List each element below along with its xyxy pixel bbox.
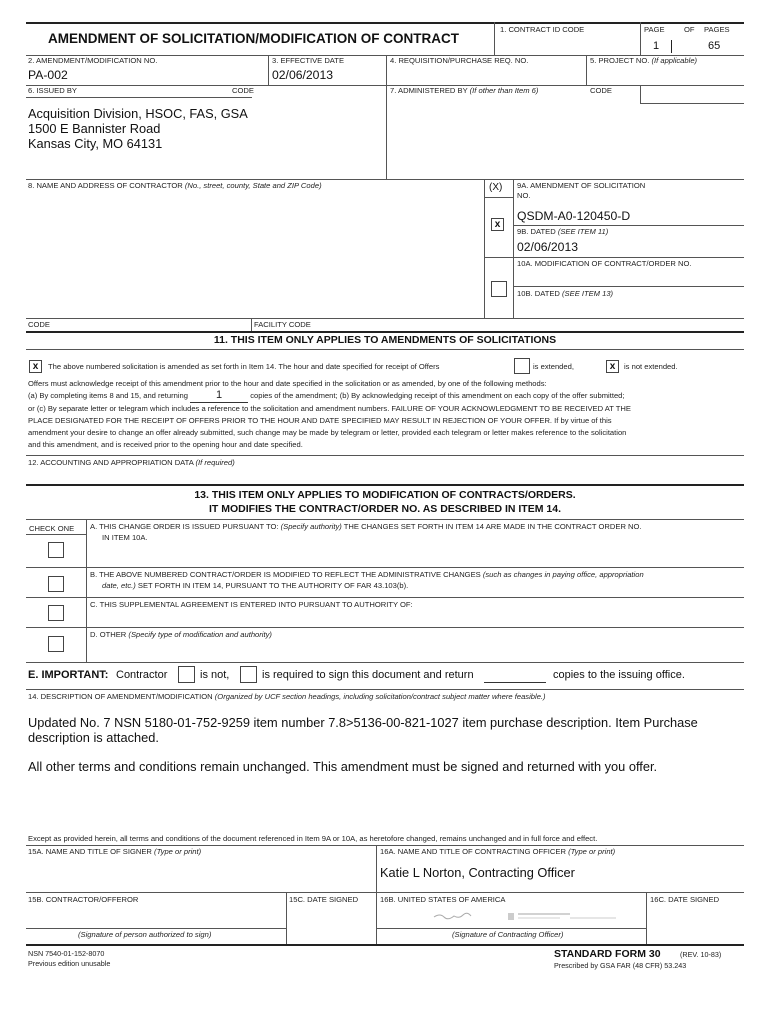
administered-by-text: 7. ADMINISTERED BY bbox=[390, 86, 468, 95]
row-rule bbox=[26, 534, 86, 535]
top-rule bbox=[26, 22, 744, 24]
form-name: STANDARD FORM 30 bbox=[554, 948, 661, 960]
page-value: 1 bbox=[653, 40, 660, 52]
project-no-text: 5. PROJECT NO. bbox=[590, 56, 650, 65]
officer-date-label: 16C. DATE SIGNED bbox=[650, 895, 720, 904]
row-rule bbox=[26, 179, 744, 180]
important-contractor: Contractor bbox=[116, 669, 168, 681]
officer-name-label bbox=[380, 848, 615, 856]
copies-returned-value: 1 bbox=[190, 390, 248, 403]
administered-by-note: (If other than Item 6) bbox=[469, 86, 539, 95]
is-required-label: is required to sign this document and return bbox=[262, 669, 474, 681]
officer-signature-image bbox=[420, 908, 630, 924]
section-11-para-2 bbox=[28, 390, 625, 403]
description-line-1: Updated No. 7 NSN 5180-01-752-9259 item number 7.8>5136-00-821-1027 item purchase description. Item Purchase bbox=[28, 715, 698, 730]
form-revision: (REV. 10-83) bbox=[680, 950, 722, 959]
option-c-line: C. THIS SUPPLEMENTAL AGREEMENT IS ENTERED INTO PURSUANT TO AUTHORITY OF: bbox=[90, 600, 413, 609]
item-9a-checkbox[interactable]: x bbox=[491, 218, 504, 231]
issued-by-label: 6. ISSUED BY bbox=[28, 86, 77, 95]
row-rule bbox=[26, 349, 744, 350]
unchanged-terms-note: Except as provided herein, all terms and conditions of the document referenced in Item 9A or 10A, as heretofore changed, remains unchanged and in full force and effect. bbox=[28, 834, 598, 843]
section-11-para-3: or (c) By separate letter or telegram which includes a reference to the solicitation and amendment numbers. FAILURE OF YOUR ACKNOWLEDGMENT TO BE RECEIVED AT THE bbox=[28, 404, 631, 413]
check-one-label: CHECK ONE bbox=[29, 524, 75, 533]
contractor-label bbox=[28, 182, 322, 190]
contractor-text: 8. NAME AND ADDRESS OF CONTRACTOR bbox=[28, 181, 183, 190]
contractor-offeror-label: 15B. CONTRACTOR/OFFEROR bbox=[28, 895, 139, 904]
item-10b-note: (SEE ITEM 13) bbox=[562, 289, 614, 298]
option-b-text: B. THE ABOVE NUMBERED CONTRACT/ORDER IS MODIFIED TO REFLECT THE ADMINISTRATIVE CHANGES bbox=[90, 570, 481, 579]
section-11-para-6: and this amendment, and is received prior to the opening hour and date specified. bbox=[28, 440, 303, 449]
para-2-end: copies of the amendment; (b) By acknowledging receipt of this amendment on each copy of the offer submitted; bbox=[250, 391, 625, 400]
item-10a-checkbox[interactable] bbox=[491, 281, 507, 297]
signer-name-text: 15A. NAME AND TITLE OF SIGNER bbox=[28, 847, 152, 856]
issuer-line-2: 1500 E Bannister Road bbox=[28, 121, 161, 136]
option-a-text-2: THE CHANGES SET FORTH IN ITEM 14 ARE MADE IN THE CONTRACT ORDER NO. bbox=[343, 522, 642, 531]
item-9a-label-no: NO. bbox=[517, 191, 531, 200]
divider bbox=[251, 318, 252, 331]
row-rule bbox=[484, 197, 514, 198]
is-extended-checkbox[interactable] bbox=[514, 358, 530, 374]
description-line-2: description is attached. bbox=[28, 730, 159, 745]
divider bbox=[484, 179, 485, 318]
signature-line bbox=[26, 928, 286, 929]
officer-signature-note: (Signature of Contracting Officer) bbox=[452, 930, 564, 939]
contract-id-label: 1. CONTRACT ID CODE bbox=[500, 25, 585, 34]
divider bbox=[640, 22, 641, 55]
row-rule bbox=[26, 892, 744, 893]
accounting-label bbox=[28, 459, 235, 467]
facility-code-label: FACILITY CODE bbox=[254, 320, 311, 329]
option-b-text-2: SET FORTH IN ITEM 14, PURSUANT TO THE AUTHORITY OF FAR 43.103(b). bbox=[137, 581, 409, 590]
row-rule bbox=[26, 689, 744, 690]
item-9b-note: (SEE ITEM 11) bbox=[557, 227, 609, 236]
divider bbox=[268, 55, 269, 85]
sol-amended-text: The above numbered solicitation is amended as set forth in Item 14. The hour and date specified for receipt of Offers bbox=[48, 362, 440, 371]
para-2-start: (a) By completing items 8 and 15, and returning bbox=[28, 391, 188, 400]
page-of-divider bbox=[671, 40, 672, 53]
item-9a-label: 9A. AMENDMENT OF SOLICITATION bbox=[517, 181, 646, 190]
description-text: 14. DESCRIPTION OF AMENDMENT/MODIFICATION bbox=[28, 692, 213, 701]
item-9b-label bbox=[517, 228, 608, 236]
section-13-heading-2: IT MODIFIES THE CONTRACT/ORDER NO. AS DESCRIBED IN ITEM 14. bbox=[209, 503, 561, 515]
section-13-heading-1: 13. THIS ITEM ONLY APPLIES TO MODIFICATION OF CONTRACTS/ORDERS. bbox=[194, 489, 576, 501]
option-b-example-2: date, etc.) bbox=[102, 581, 136, 590]
issuer-line-1: Acquisition Division, HSOC, FAS, GSA bbox=[28, 106, 248, 121]
important-label: E. IMPORTANT: bbox=[28, 669, 109, 681]
contractor-date-label: 15C. DATE SIGNED bbox=[289, 895, 359, 904]
row-rule bbox=[26, 455, 744, 456]
option-a-checkbox[interactable] bbox=[48, 542, 64, 558]
divider bbox=[586, 55, 587, 85]
item-9b-value: 02/06/2013 bbox=[517, 240, 578, 254]
divider bbox=[494, 22, 495, 55]
accounting-note: (If required) bbox=[195, 458, 235, 467]
section-11-para-5: amendment your desire to change an offer already submitted, such change may be made by telegram or letter, provided each telegram or letter makes reference to the solicitation bbox=[28, 428, 627, 437]
divider bbox=[640, 85, 641, 103]
option-a-text: A. THIS CHANGE ORDER IS ISSUED PURSUANT TO: bbox=[90, 522, 279, 531]
pages-value: 65 bbox=[708, 40, 721, 52]
row-rule bbox=[513, 286, 744, 287]
row-rule bbox=[26, 519, 744, 520]
is-not-label: is not, bbox=[200, 669, 230, 681]
requisition-label: 4. REQUISITION/PURCHASE REQ. NO. bbox=[390, 56, 529, 65]
option-b-line-2 bbox=[102, 582, 408, 590]
row-rule bbox=[640, 103, 744, 104]
option-d-note: (Specify type of modification and authority) bbox=[128, 630, 272, 639]
section-11-heading: 11. THIS ITEM ONLY APPLIES TO AMENDMENTS OF SOLICITATIONS bbox=[213, 334, 557, 346]
sol-amended-checkbox[interactable]: x bbox=[29, 360, 42, 373]
option-a-line-2: IN ITEM 10A. bbox=[102, 533, 148, 542]
row-rule bbox=[26, 627, 744, 628]
effective-date-value: 02/06/2013 bbox=[272, 68, 333, 82]
option-b-example: (such as changes in paying office, appropriation bbox=[482, 570, 644, 579]
form-title: AMENDMENT OF SOLICITATION/MODIFICATION OF CONTRACT bbox=[48, 31, 459, 46]
contractor-code-label: CODE bbox=[28, 320, 50, 329]
officer-name-value: Katie L Norton, Contracting Officer bbox=[380, 865, 575, 880]
option-d-checkbox[interactable] bbox=[48, 636, 64, 652]
divider bbox=[646, 892, 647, 944]
signer-name-note: (Type or print) bbox=[154, 847, 202, 856]
usa-label: 16B. UNITED STATES OF AMERICA bbox=[380, 895, 506, 904]
divider bbox=[286, 892, 287, 944]
is-extended-label: is extended, bbox=[533, 362, 574, 371]
divider bbox=[386, 55, 387, 179]
signer-name-label bbox=[28, 848, 201, 856]
effective-date-label: 3. EFFECTIVE DATE bbox=[272, 56, 345, 65]
is-not-required-checkbox[interactable] bbox=[178, 666, 195, 683]
row-rule bbox=[26, 597, 744, 598]
accounting-text: 12. ACCOUNTING AND APPROPRIATION DATA bbox=[28, 458, 194, 467]
prescribed-by: Prescribed by GSA FAR (48 CFR) 53.243 bbox=[554, 961, 687, 970]
row-rule bbox=[26, 97, 252, 98]
check-column-divider bbox=[86, 519, 87, 662]
contractor-note: (No., street, county, State and ZIP Code) bbox=[184, 181, 322, 190]
pages-label: PAGES bbox=[704, 25, 730, 34]
section-11-para-1: Offers must acknowledge receipt of this amendment prior to the hour and date specified in the solicitation or as amended, by one of the following methods: bbox=[28, 379, 547, 388]
row-rule bbox=[513, 225, 744, 226]
item-10b-label bbox=[517, 290, 613, 298]
item-9a-value: QSDM-A0-120450-D bbox=[517, 209, 631, 223]
signature-line bbox=[376, 928, 646, 929]
issuer-line-3: Kansas City, MO 64131 bbox=[28, 136, 163, 151]
row-rule bbox=[26, 845, 744, 846]
divider bbox=[513, 179, 514, 318]
issued-code-label: CODE bbox=[232, 86, 254, 95]
option-d-line bbox=[90, 631, 272, 639]
item-10b-text: 10B. DATED bbox=[517, 289, 560, 298]
copies-label: copies to the issuing office. bbox=[553, 669, 685, 681]
option-a-authority: (Specify authority) bbox=[280, 522, 342, 531]
not-extended-checkbox[interactable]: x bbox=[606, 360, 619, 373]
section-11-para-4: PLACE DESIGNATED FOR THE RECEIPT OF OFFERS PRIOR TO THE HOUR AND DATE SPECIFIED MAY RESULT IN REJECTION OF YOUR OFFER. If by virtue of this bbox=[28, 416, 612, 425]
officer-name-note: (Type or print) bbox=[568, 847, 616, 856]
is-required-checkbox[interactable] bbox=[240, 666, 257, 683]
divider bbox=[376, 845, 377, 944]
project-no-note: (If applicable) bbox=[651, 56, 698, 65]
item-10a-label: 10A. MODIFICATION OF CONTRACT/ORDER NO. bbox=[517, 259, 692, 268]
nsn-number: NSN 7540-01-152-8070 bbox=[28, 949, 105, 958]
amendment-no-label: 2. AMENDMENT/MODIFICATION NO. bbox=[28, 56, 158, 65]
copies-blank[interactable] bbox=[484, 682, 546, 683]
seal-mark bbox=[508, 913, 514, 920]
row-rule bbox=[484, 257, 744, 258]
row-rule bbox=[26, 567, 744, 568]
amendment-no-value: PA-002 bbox=[28, 68, 68, 82]
description-label bbox=[28, 693, 546, 701]
option-d-text: D. OTHER bbox=[90, 630, 127, 639]
option-c-checkbox[interactable] bbox=[48, 605, 64, 621]
of-label: OF bbox=[684, 25, 695, 34]
officer-name-text: 16A. NAME AND TITLE OF CONTRACTING OFFICER bbox=[380, 847, 566, 856]
administered-code-label: CODE bbox=[590, 86, 612, 95]
project-no-label bbox=[590, 57, 697, 65]
item-9b-text: 9B. DATED bbox=[517, 227, 556, 236]
row-rule bbox=[26, 662, 744, 663]
description-note: (Organized by UCF section headings, including solicitation/contract subject matter where feasible.) bbox=[214, 692, 546, 701]
description-line-3: All other terms and conditions remain unchanged. This amendment must be signed and returned with you offer. bbox=[28, 759, 658, 774]
row-rule bbox=[26, 318, 744, 319]
signer-signature-note: (Signature of person authorized to sign) bbox=[78, 930, 212, 939]
administered-by-label bbox=[390, 87, 538, 95]
option-b-line-1 bbox=[90, 571, 644, 579]
section-rule bbox=[26, 331, 744, 333]
page-label: PAGE bbox=[644, 25, 665, 34]
x-column-label: (X) bbox=[489, 182, 503, 193]
row-rule bbox=[26, 85, 744, 86]
previous-edition-note: Previous edition unusable bbox=[28, 959, 111, 968]
footer-rule bbox=[26, 944, 744, 946]
option-b-checkbox[interactable] bbox=[48, 576, 64, 592]
section-rule bbox=[26, 484, 744, 486]
option-a-line-1 bbox=[90, 523, 642, 531]
not-extended-label: is not extended. bbox=[624, 362, 678, 371]
